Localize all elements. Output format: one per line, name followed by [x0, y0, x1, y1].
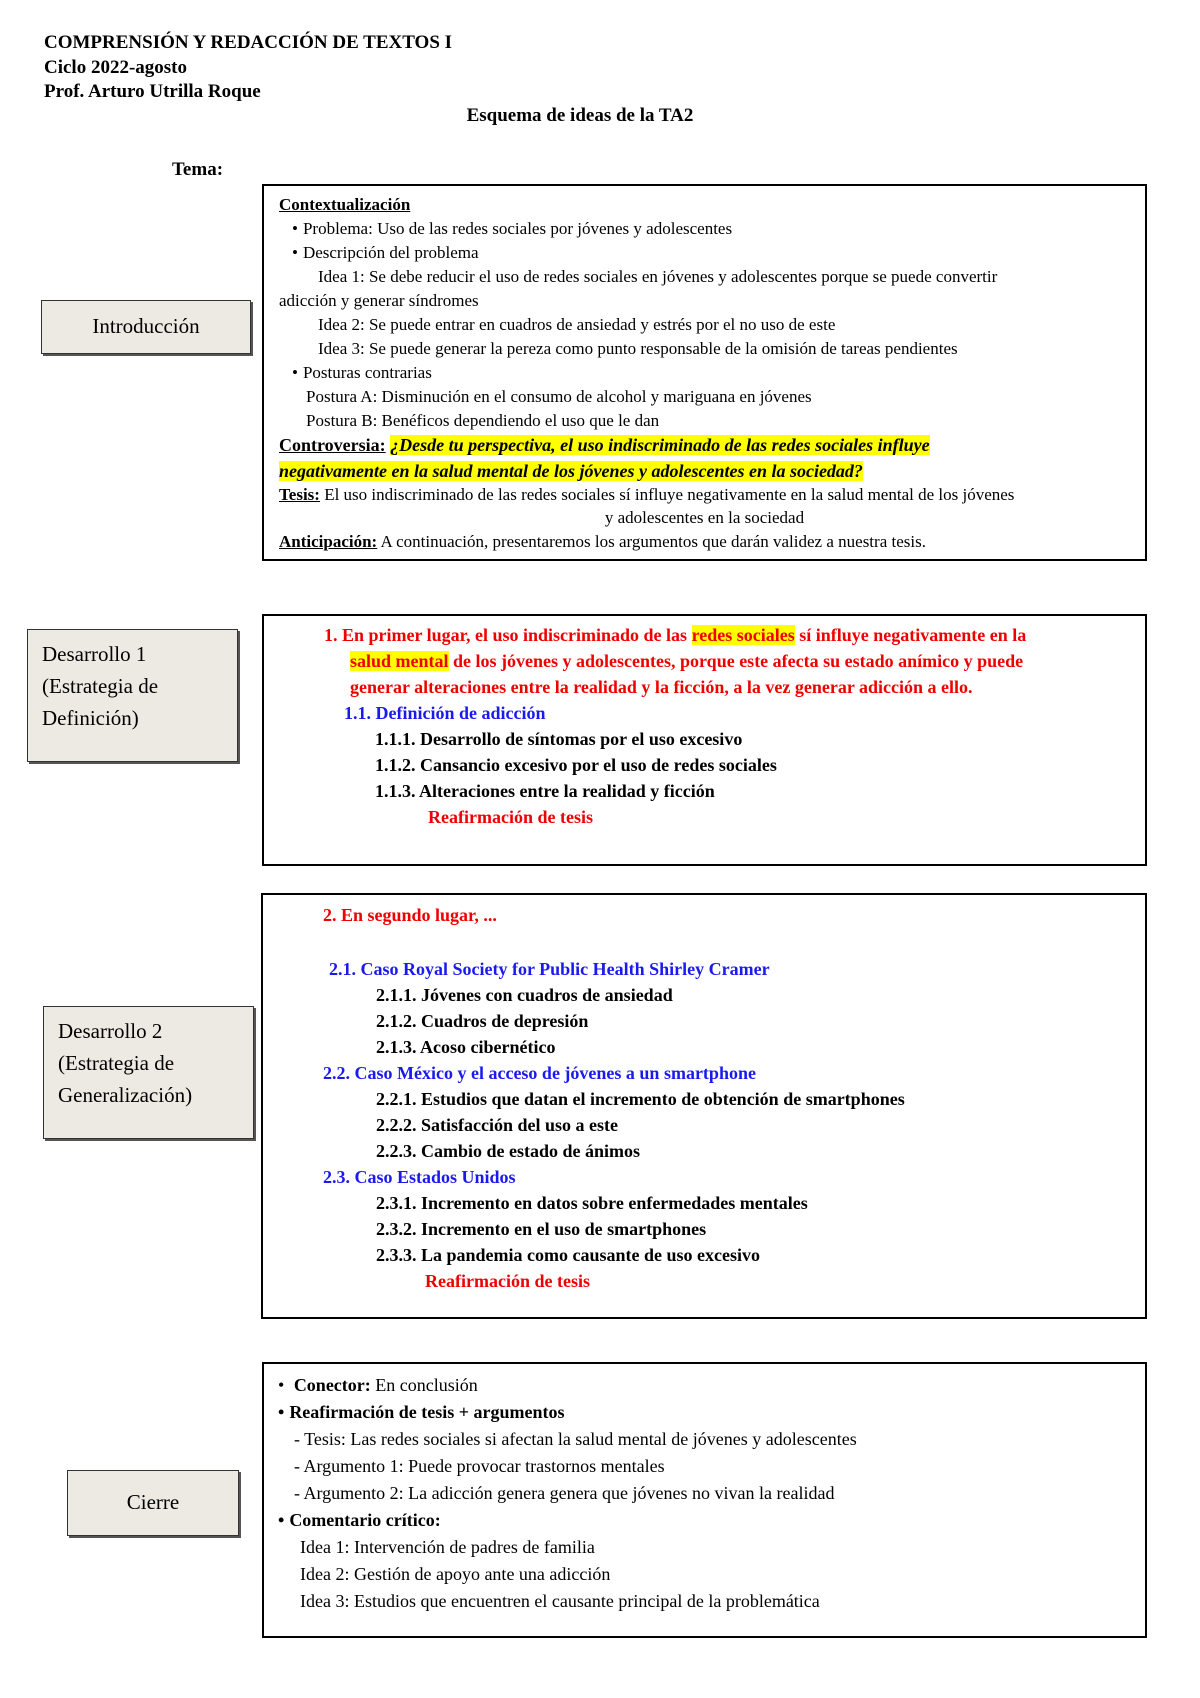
intro-box — [262, 184, 1147, 561]
dev1-arg-p2: sí influye negativamente en la — [794, 625, 1027, 645]
reafirmacion-heading: • Reafirmación de tesis + argumentos — [278, 1399, 565, 1425]
intro-label — [41, 300, 251, 354]
course-title: COMPRENSIÓN Y REDACCIÓN DE TEXTOS I — [44, 32, 453, 53]
idea2-item: Idea 2: Se puede entrar en cuadros de ansiedad y estrés por el no uso de este — [318, 315, 836, 334]
conector-label: Conector: — [293, 1375, 371, 1395]
intro-label-text: Introducción — [92, 314, 200, 338]
dev1-arg-p3: de los jóvenes y adolescentes, porque este afecta su estado anímico y puede — [448, 651, 1024, 671]
dev2-sub1: 2.1. Caso Royal Society for Public Health Shirley Cramer — [329, 959, 770, 979]
cierre-label-text: Cierre — [126, 1490, 180, 1514]
dev1-arg-line3: generar alteraciones entre la realidad y la ficción, a la vez generar adicción a ello. — [350, 677, 973, 697]
dev1-label — [27, 629, 238, 762]
dev1-label-line1: Desarrollo 1 — [42, 642, 147, 666]
anticipacion-line — [279, 531, 926, 553]
dev1-label-line3: Definición) — [42, 706, 139, 730]
cierre-tesis: - Tesis: Las redes sociales si afectan la salud mental de jóvenes y adolescentes — [294, 1429, 857, 1449]
dev1-arg-hl1: redes sociales — [691, 625, 795, 645]
tesis-line1 — [279, 484, 1014, 506]
controversia-label: Controversia: — [279, 435, 386, 455]
conector-text: En conclusión — [375, 1375, 478, 1395]
problema-item: • Problema: Uso de las redes sociales por jóvenes y adolescentes — [292, 218, 732, 240]
dev2-item-2-1: 2.2.1. Estudios que datan el incremento de obtención de smartphones — [376, 1089, 905, 1109]
cycle: Ciclo 2022-agosto — [44, 57, 188, 78]
descripcion-item: • Descripción del problema — [292, 242, 479, 264]
cierre-arg2: - Argumento 2: La adicción genera genera que jóvenes no vivan la realidad — [294, 1483, 835, 1503]
idea1-line2: adicción y generar síndromes — [279, 291, 479, 310]
cierre-label — [67, 1470, 239, 1536]
dev2-box — [261, 893, 1147, 1319]
dev2-sub3: 2.3. Caso Estados Unidos — [323, 1167, 516, 1187]
dev2-item-1-1: 2.1.1. Jóvenes con cuadros de ansiedad — [376, 985, 673, 1005]
contextualizacion-heading: Contextualización — [279, 195, 411, 214]
dev1-arg-hl2: salud mental — [350, 651, 449, 671]
dev1-item-3: 1.1.3. Alteraciones entre la realidad y ficción — [375, 781, 715, 801]
tema-label: Tema: — [172, 159, 224, 180]
page-title: Esquema de ideas de la TA2 — [466, 105, 694, 126]
dev1-arg-line2 — [350, 648, 1023, 674]
dev1-item-1: 1.1.1. Desarrollo de síntomas por el uso excesivo — [375, 729, 743, 749]
tesis-label: Tesis: — [279, 485, 320, 504]
dev2-item-2-3: 2.2.3. Cambio de estado de ánimos — [376, 1141, 641, 1161]
dev1-box — [262, 614, 1147, 866]
dev2-label-line1: Desarrollo 2 — [58, 1019, 163, 1043]
cierre-idea-2: Idea 2: Gestión de apoyo ante una adicción — [300, 1564, 611, 1584]
controversia-text-2: negativamente en la salud mental de los jóvenes y adolescentes en la sociedad? — [279, 461, 863, 481]
conector-line — [278, 1372, 478, 1398]
dev2-item-2-2: 2.2.2. Satisfacción del uso a este — [376, 1115, 618, 1135]
idea3-item: Idea 3: Se puede generar la pereza como punto responsable de la omisión de tareas pendientes — [318, 339, 958, 358]
anticipacion-label: Anticipación: — [279, 532, 378, 551]
dev2-item-3-1: 2.3.1. Incremento en datos sobre enfermedades mentales — [376, 1193, 808, 1213]
anticipacion-text: A continuación, presentaremos los argumentos que darán validez a nuestra tesis. — [380, 532, 926, 551]
dev2-item-3-3: 2.3.3. La pandemia como causante de uso excesivo — [376, 1245, 760, 1265]
dev1-arg-line1 — [324, 622, 1026, 648]
idea1-line1: Idea 1: Se debe reducir el uso de redes sociales en jóvenes y adolescentes porque se puede convertir — [318, 267, 998, 286]
dev2-item-1-3: 2.1.3. Acoso cibernético — [376, 1037, 556, 1057]
cierre-box — [262, 1362, 1147, 1638]
cierre-arg1: - Argumento 1: Puede provocar trastornos mentales — [294, 1456, 665, 1476]
dev2-arg: 2. En segundo lugar, ... — [323, 905, 497, 925]
controversia-line1 — [279, 432, 930, 458]
tesis-text-1: El uso indiscriminado de las redes sociales sí influye negativamente en la salud mental de los jóvenes — [324, 485, 1015, 504]
dev2-item-3-2: 2.3.2. Incremento en el uso de smartphones — [376, 1219, 707, 1239]
dev1-arg-p1: 1. En primer lugar, el uso indiscriminado de las — [324, 625, 692, 645]
dev2-sub2: 2.2. Caso México y el acceso de jóvenes a un smartphone — [323, 1063, 756, 1083]
controversia-line2 — [279, 458, 863, 484]
dev2-label — [43, 1006, 254, 1139]
professor: Prof. Arturo Utrilla Roque — [44, 81, 261, 102]
cierre-idea-3: Idea 3: Estudios que encuentren el causante principal de la problemática — [300, 1591, 820, 1611]
cierre-idea-1: Idea 1: Intervención de padres de familia — [300, 1537, 595, 1557]
dev1-item-2: 1.1.2. Cansancio excesivo por el uso de redes sociales — [375, 755, 777, 775]
dev1-label-line2: (Estrategia de — [42, 674, 159, 698]
postura-a: Postura A: Disminución en el consumo de alcohol y mariguana en jóvenes — [306, 387, 812, 406]
dev2-label-line3: Generalización) — [58, 1083, 193, 1107]
dev2-reafirmacion: Reafirmación de tesis — [425, 1271, 590, 1291]
comentario-heading: • Comentario crítico: — [278, 1507, 441, 1533]
controversia-text-1: ¿Desde tu perspectiva, el uso indiscriminado de las redes sociales influye — [390, 435, 930, 455]
tesis-line2: y adolescentes en la sociedad — [604, 508, 805, 527]
dev2-label-line2: (Estrategia de — [58, 1051, 175, 1075]
postura-b: Postura B: Benéficos dependiendo el uso que le dan — [306, 411, 660, 430]
dev1-reafirmacion: Reafirmación de tesis — [428, 807, 593, 827]
dev1-sub1: 1.1. Definición de adicción — [344, 703, 546, 723]
posturas-item: • Posturas contrarias — [292, 362, 432, 384]
dev2-item-1-2: 2.1.2. Cuadros de depresión — [376, 1011, 589, 1031]
